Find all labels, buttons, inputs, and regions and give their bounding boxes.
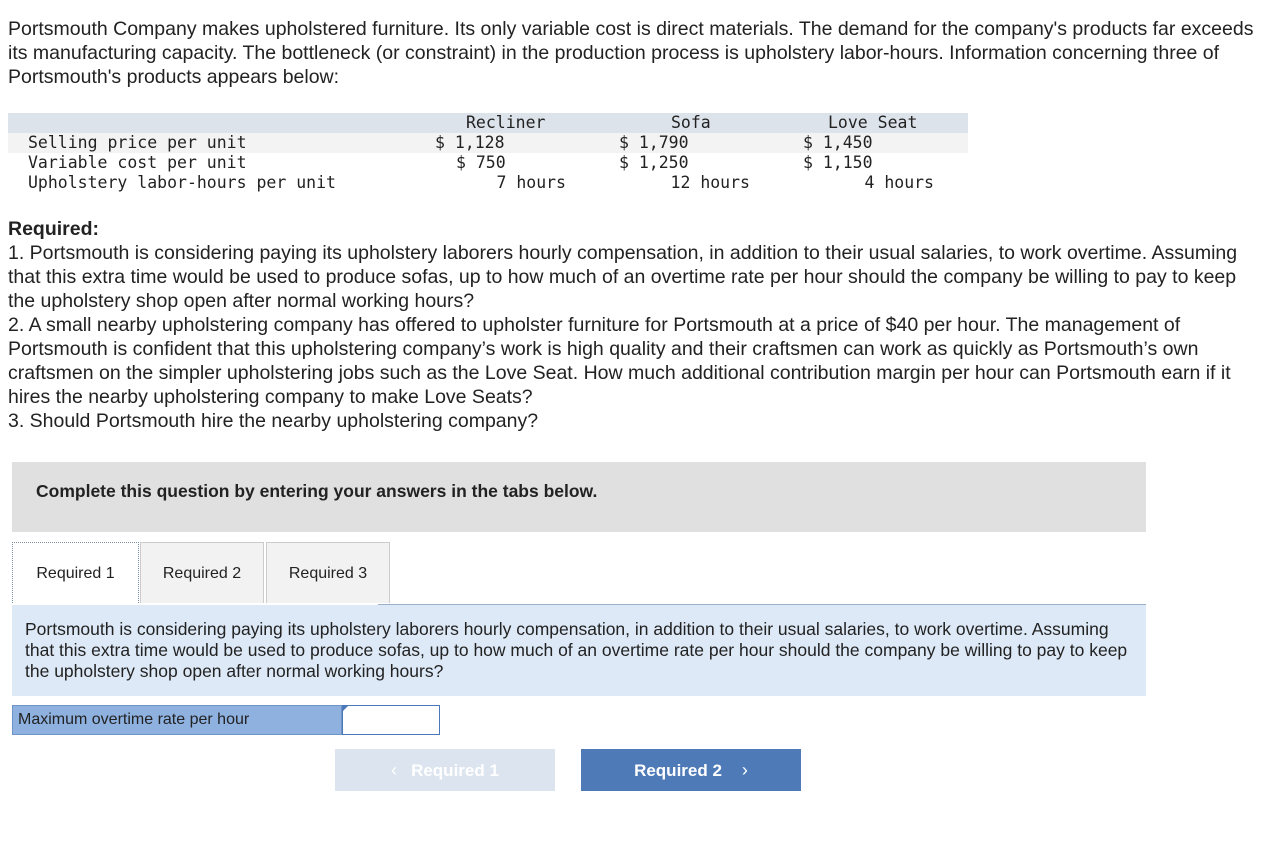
required-item-3: 3. Should Portsmouth hire the nearby upholstering company? [8, 410, 539, 432]
answer-label: Maximum overtime rate per hour [12, 705, 342, 735]
tab-required-2[interactable]: Required 2 [140, 542, 264, 603]
table-row-variable-cost [8, 153, 968, 173]
cell-love-seat: $ 1,450 [803, 133, 873, 152]
cell-love-seat: 4 hours [864, 173, 934, 192]
cell-sofa: 12 hours [670, 173, 750, 192]
prev-button-label: Required 1 [411, 761, 499, 780]
table-row-labor-hours [8, 173, 968, 193]
instruction-text: Complete this question by entering your answers in the tabs below. [36, 481, 598, 501]
instruction-banner [12, 462, 1146, 532]
table-row-selling-price [8, 133, 968, 153]
cell-recliner: $ 750 [456, 153, 506, 172]
required-item-2: 2. A small nearby upholstering company has offered to upholster furniture for Portsmouth at a price of $40 per hour. The management of Portsmouth is confident that this upholstering company’s work is high quality and their craftsmen can work as quickly as Portsmouth’s own craftsmen on the simpler upholstering jobs such as the Love Seat. How much additional contribution margin per hour can Portsmouth earn if it hires the nearby upholstering company to make Love Seats? [8, 314, 1231, 408]
question-text: Portsmouth is considering paying its upholstery laborers hourly compensation, in addition to their usual salaries, to work overtime. Assuming that this extra time would be used to produce sofas, up to how much of an overtime rate per hour should the company be willing to pay to keep the upholstery shop open after normal working hours? [25, 619, 1128, 681]
overtime-rate-input[interactable] [342, 705, 440, 735]
required-item-1: 1. Portsmouth is considering paying its upholstery laborers hourly compensation, in addition to their usual salaries, to work overtime. Assuming that this extra time would be used to produce sofas, up to how much of an overtime rate per hour should the company be willing to pay to keep the upholstery shop open after normal working hours? [8, 242, 1238, 312]
product-data-table [8, 113, 968, 193]
chevron-right-icon: › [741, 760, 748, 780]
problem-intro: Portsmouth Company makes upholstered furniture. Its only variable cost is direct materials. The demand for the company's products far exceeds its manufacturing capacity. The bottleneck (or constraint) in the production process is upholstery labor-hours. Information concerning three of Portsmouth's products appears below: [8, 18, 1254, 88]
column-header-love-seat: Love Seat [828, 113, 918, 132]
cell-sofa: $ 1,790 [619, 133, 689, 152]
row-label: Upholstery labor-hours per unit [28, 173, 336, 192]
column-header-recliner: Recliner [466, 113, 546, 132]
required-heading: Required: [8, 218, 100, 240]
question-panel [12, 605, 1146, 696]
prev-required-button[interactable] [335, 749, 555, 791]
tab-required-3[interactable]: Required 3 [266, 542, 390, 603]
next-button-label: Required 2 [634, 761, 722, 780]
tab-required-1[interactable]: Required 1 [12, 542, 139, 603]
row-label: Selling price per unit [28, 133, 247, 152]
table-header-row [8, 113, 968, 133]
input-flag-icon [342, 705, 349, 712]
cell-recliner: 7 hours [496, 173, 566, 192]
row-label: Variable cost per unit [28, 153, 247, 172]
column-header-sofa: Sofa [671, 113, 711, 132]
cell-sofa: $ 1,250 [619, 153, 689, 172]
required-section [8, 217, 1260, 433]
chevron-left-icon: ‹ [391, 760, 398, 780]
next-required-button[interactable] [581, 749, 801, 791]
cell-love-seat: $ 1,150 [803, 153, 873, 172]
cell-recliner: $ 1,128 [435, 133, 505, 152]
